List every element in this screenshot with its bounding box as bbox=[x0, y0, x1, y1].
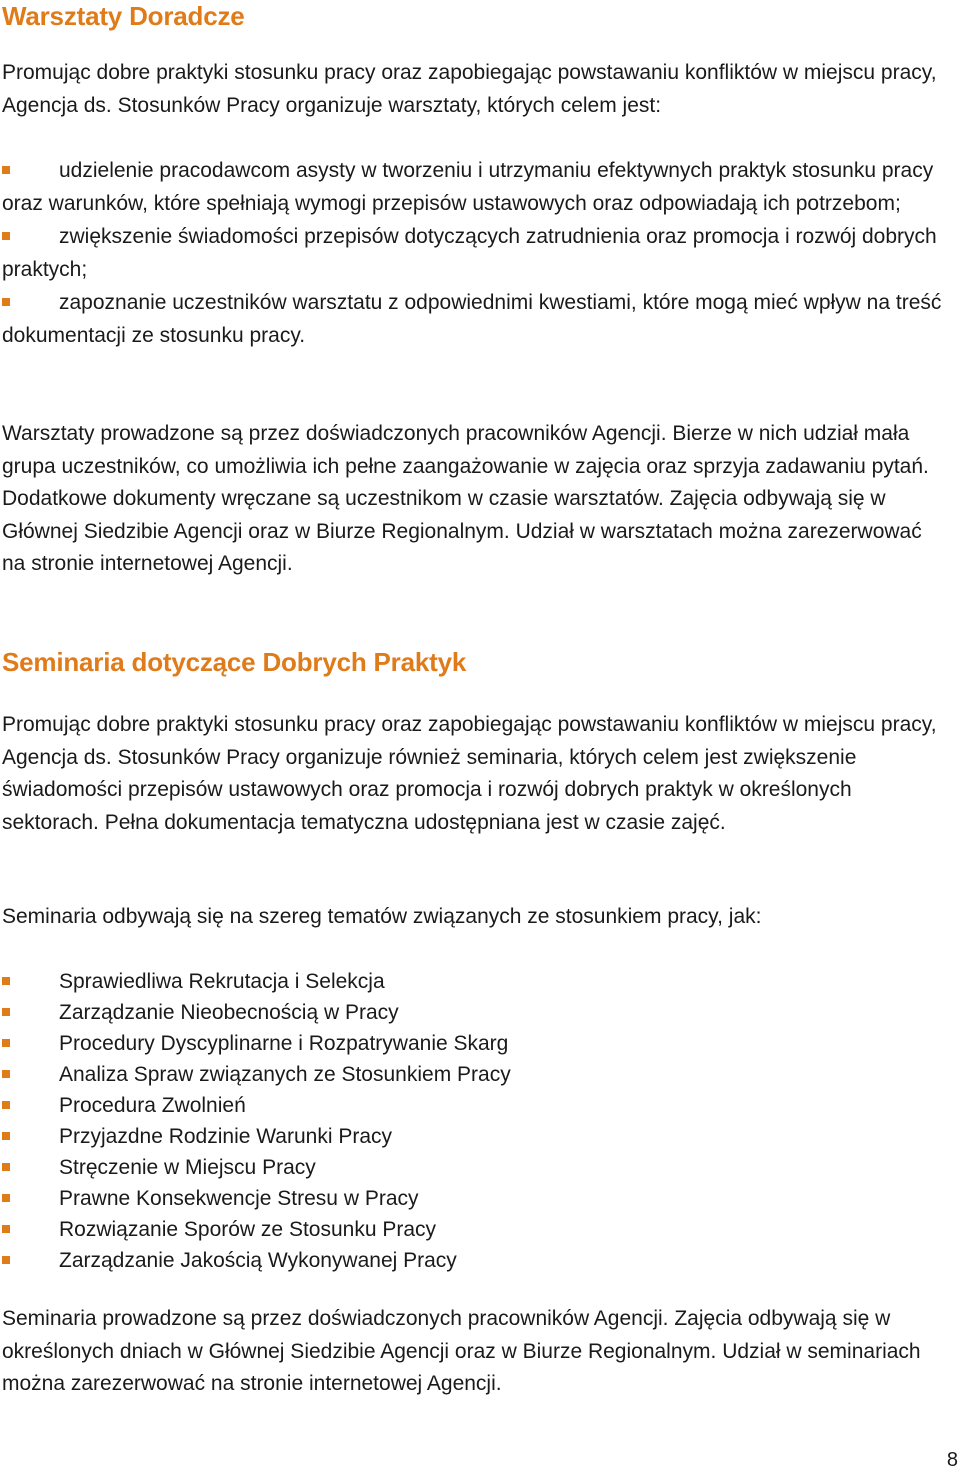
section-title-seminars: Seminaria dotyczące Dobrych Praktyk bbox=[2, 647, 467, 677]
workshops-closing: Warsztaty prowadzone są przez doświadczonych pracowników Agencji. Bierze w nich udział mała grupa uczestników, co umożliwia ich pełne zaangażowanie w zajęcia oraz sprzyja zadawaniu pytań. Dodatkowe dokumenty wręczane są uczestnikom w czasie warsztatów. Zajęcia odbywają się w Głównej Siedzibie Agencji oraz w Biurze Regionalnym. Udział w warsztatach można zarezerwować na stronie internetowej Agencji. bbox=[2, 422, 929, 575]
square-bullet-icon bbox=[2, 1070, 10, 1078]
seminars-closing: Seminaria prowadzone są przez doświadczonych pracowników Agencji. Zajęcia odbywają się w określonych dniach w Głównej Siedzibie Agencji oraz w Biurze Regionalnym. Udział w seminariach można zarezerwować na stronie internetowej Agencji. bbox=[2, 1307, 921, 1395]
workshops-closing-block bbox=[2, 418, 946, 581]
list-item: Analiza Spraw związanych ze Stosunkiem Pracy bbox=[2, 1059, 946, 1090]
list-item: Rozwiązanie Sporów ze Stosunku Pracy bbox=[2, 1214, 946, 1245]
square-bullet-icon bbox=[2, 1163, 10, 1171]
list-item: udzielenie pracodawcom asysty w tworzeniu i utrzymaniu efektywnych praktyk stosunku pracy oraz warunków, które spełniają wymogi przepisów ustawowych oraz odpowiadają ich potrzebom; bbox=[2, 159, 934, 215]
square-bullet-icon bbox=[2, 1225, 10, 1233]
list-item: Zarządzanie Jakością Wykonywanej Pracy bbox=[2, 1245, 946, 1276]
list-item: Sprawiedliwa Rekrutacja i Selekcja bbox=[2, 966, 946, 997]
workshops-intro-block bbox=[2, 57, 946, 122]
list-item: Prawne Konsekwencje Stresu w Pracy bbox=[2, 1183, 946, 1214]
square-bullet-icon bbox=[2, 298, 10, 306]
seminars-topics-intro: Seminaria odbywają się na szereg tematów związanych ze stosunkiem pracy, jak: bbox=[2, 905, 762, 928]
list-item: zapoznanie uczestników warsztatu z odpowiednimi kwestiami, które mogą mieć wpływ na treść dokumentacji ze stosunku pracy. bbox=[2, 291, 942, 347]
list-item: Przyjazdne Rodzinie Warunki Pracy bbox=[2, 1121, 946, 1152]
workshops-bullet-list bbox=[2, 155, 946, 352]
square-bullet-icon bbox=[2, 1039, 10, 1047]
square-bullet-icon bbox=[2, 1101, 10, 1109]
workshops-intro: Promując dobre praktyki stosunku pracy oraz zapobiegając powstawaniu konfliktów w miejscu pracy, Agencja ds. Stosunków Pracy organizuje warsztaty, których celem jest: bbox=[2, 61, 937, 117]
seminars-intro: Promując dobre praktyki stosunku pracy oraz zapobiegając powstawaniu konfliktów w miejscu pracy, Agencja ds. Stosunków Pracy organizuje również seminaria, których celem jest zwiększenie świadomości przepisów ustawowych oraz promocja i rozwój dobrych praktyk w określonych sektorach. Pełna dokumentacja tematyczna udostępniana jest w czasie zajęć. bbox=[2, 713, 937, 834]
square-bullet-icon bbox=[2, 1132, 10, 1140]
square-bullet-icon bbox=[2, 1008, 10, 1016]
seminars-topics-intro-block bbox=[2, 901, 946, 934]
page-number: 8 bbox=[946, 1449, 958, 1471]
list-item: Procedura Zwolnień bbox=[2, 1090, 946, 1121]
list-item: Stręczenie w Miejscu Pracy bbox=[2, 1152, 946, 1183]
seminars-topic-list bbox=[2, 966, 946, 1276]
list-item: zwiększenie świadomości przepisów dotyczących zatrudnienia oraz promocja i rozwój dobrych praktych; bbox=[2, 225, 937, 281]
square-bullet-icon bbox=[2, 1256, 10, 1264]
seminars-intro-block bbox=[2, 709, 946, 839]
square-bullet-icon bbox=[2, 166, 10, 174]
section-title-workshops: Warsztaty Doradcze bbox=[2, 1, 245, 31]
list-item: Zarządzanie Nieobecnością w Pracy bbox=[2, 997, 946, 1028]
seminars-closing-block bbox=[2, 1303, 946, 1401]
square-bullet-icon bbox=[2, 977, 10, 985]
square-bullet-icon bbox=[2, 232, 10, 240]
list-item: Procedury Dyscyplinarne i Rozpatrywanie Skarg bbox=[2, 1028, 946, 1059]
square-bullet-icon bbox=[2, 1194, 10, 1202]
